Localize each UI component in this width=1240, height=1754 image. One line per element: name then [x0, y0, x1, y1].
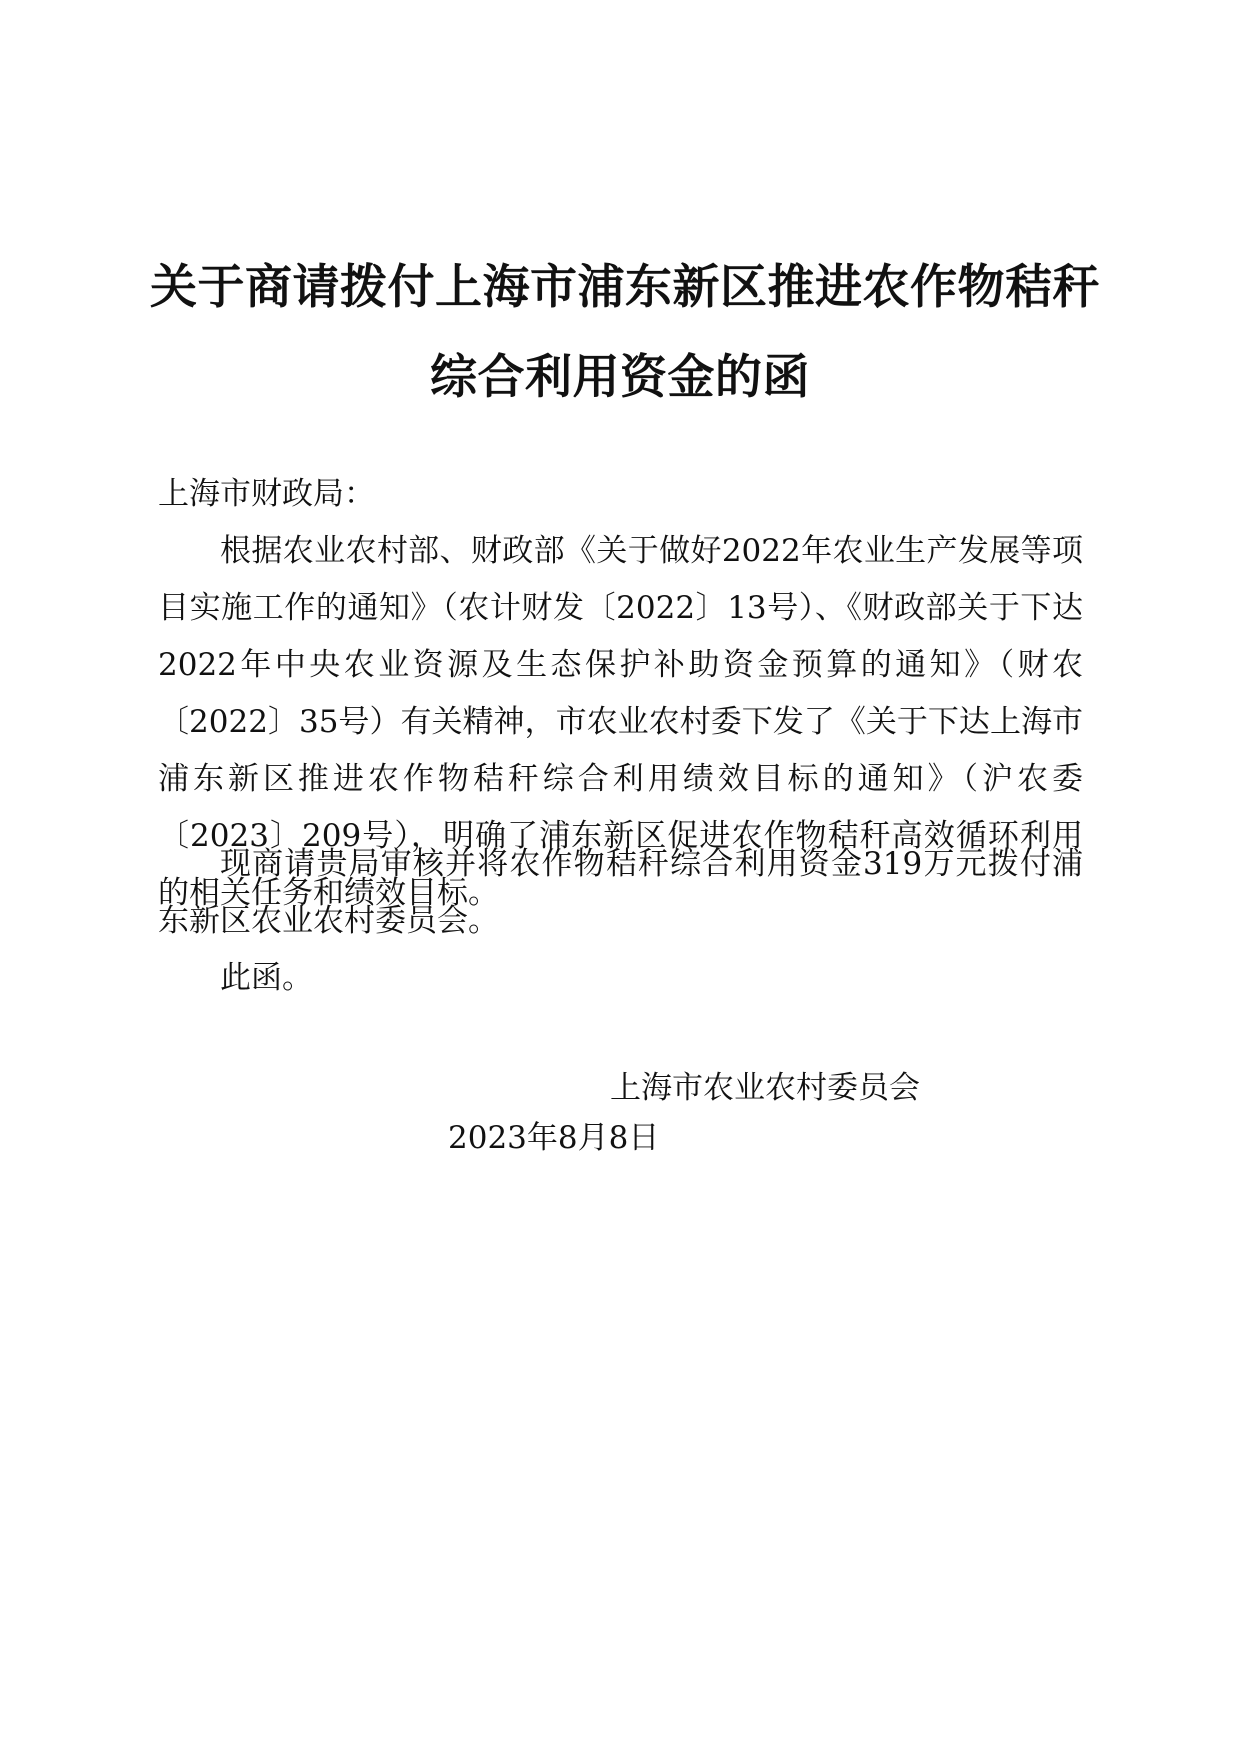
- body-paragraph-3: 此函。: [220, 960, 313, 996]
- document-title-line-1: 关于商请拨付上海市浦东新区推进农作物秸秆: [150, 260, 1100, 315]
- document-title-line-2: 综合利用资金的函: [430, 350, 810, 405]
- signature-organization: 上海市农业农村委员会: [610, 1070, 920, 1106]
- salutation: 上海市财政局：: [158, 476, 375, 512]
- signature-date: 2023年8月8日: [448, 1120, 660, 1156]
- body-paragraph-2: 现商请贵局审核并将农作物秸秆综合利用资金319万元拨付浦东新区农业农村委员会。: [158, 846, 1083, 939]
- body-paragraph-1: 根据农业农村部、财政部《关于做好2022年农业生产发展等项目实施工作的通知》（农计财发〔2022〕13号）、《财政部关于下达2022年中央农业资源及生态保护补助资金预算的通知》（财农〔2022〕35号）有关精神，市农业农村委下发了《关于下达上海市浦东新区推进农作物秸秆综合利用绩效目标的通知》（沪农委〔2023〕209号），明确了浦东新区促进农作物秸秆高效循环利用的相关任务和绩效目标。: [158, 533, 1083, 911]
